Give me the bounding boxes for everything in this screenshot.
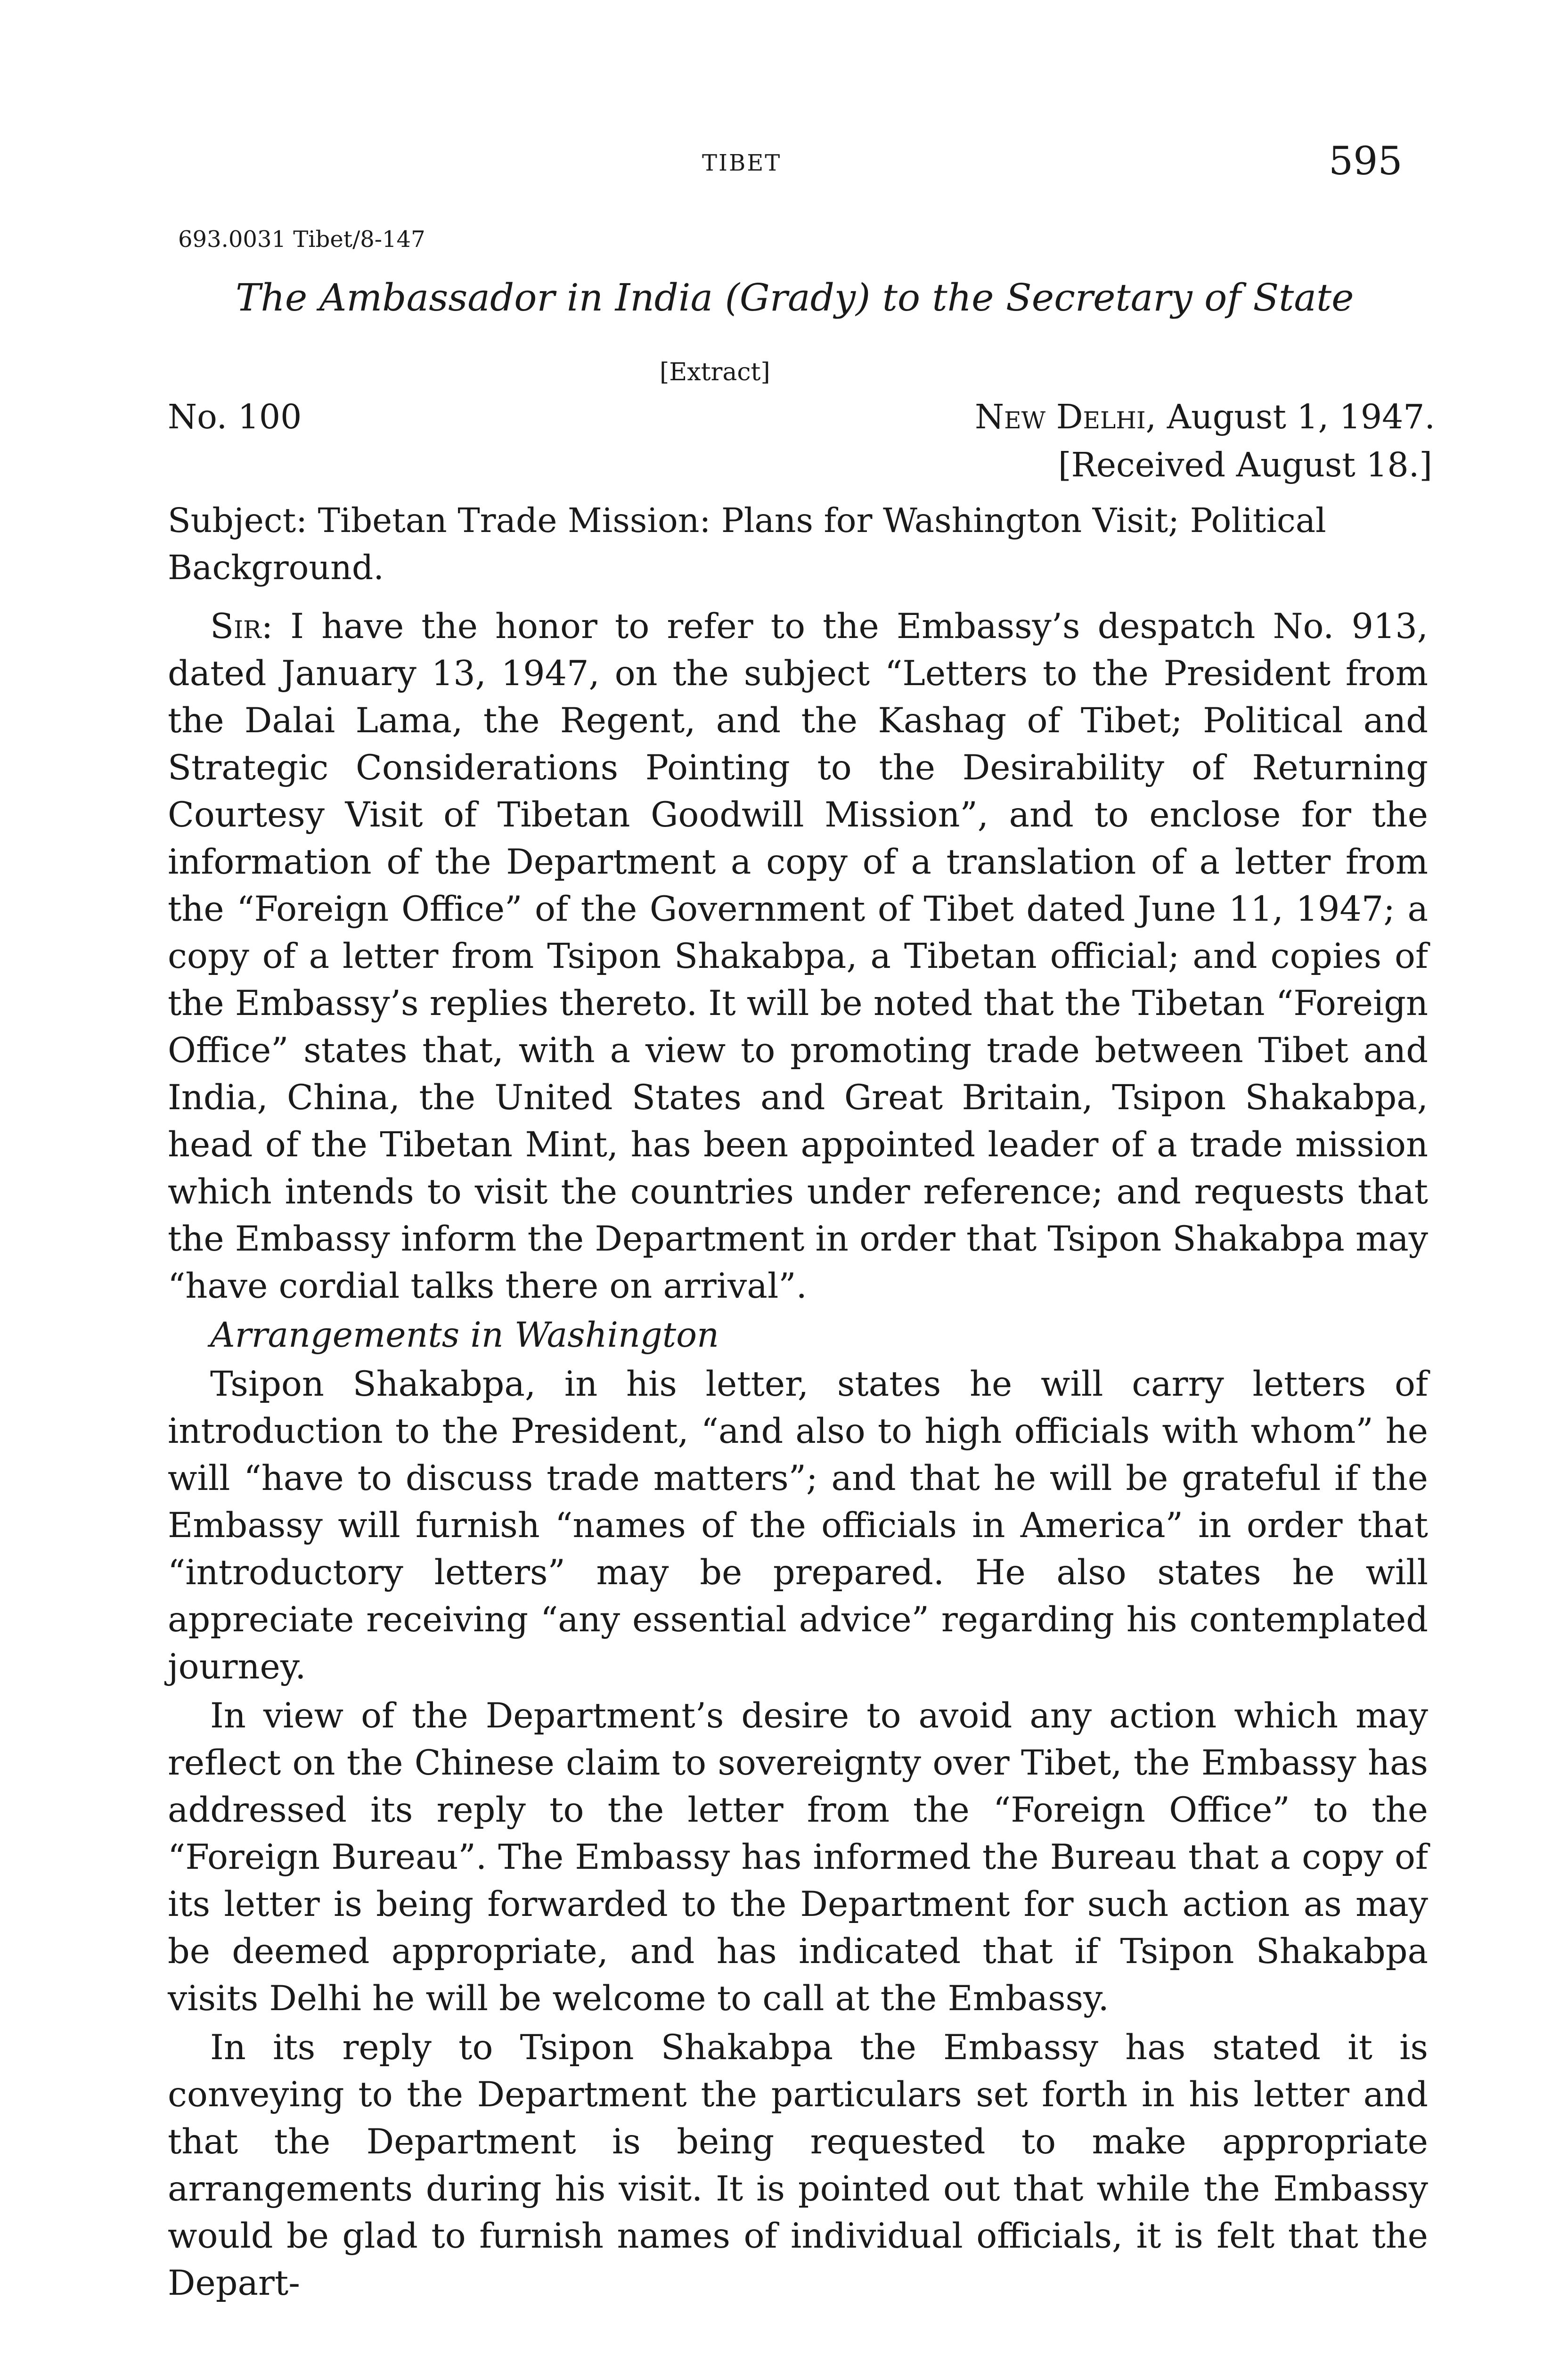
paragraph: In its reply to Tsipon Shakabpa the Embassy has stated it is conveying to the Department the particulars set forth in his letter and that the Department is being requested to make appropriate arrangements during his visit. It is pointed out that while the Embassy would be glad to furnish names of individual officials, it is felt that the Depart- bbox=[168, 2028, 1428, 2303]
running-title: TIBET bbox=[702, 150, 782, 176]
section-heading: Arrangements in Washington bbox=[210, 1315, 719, 1355]
document-title: The Ambassador in India (Grady) to the Secretary of State bbox=[236, 276, 1354, 319]
received-date: [Received August 18.] bbox=[1058, 445, 1432, 484]
page-number: 595 bbox=[1329, 139, 1403, 184]
extract-label: [Extract] bbox=[660, 358, 770, 386]
paragraph: Tsipon Shakabpa, in his letter, states he will carry letters of introduction to the President, “and also to high officials with whom” he will “have to discuss trade matters”; and that he will be grateful if the Embassy will furnish “names of the officials in America” in order that “introductory letters” may be prepared. He also states he will appreciate receiving “any essential advice” regarding his contemplated journey. bbox=[168, 1364, 1428, 1687]
letter-body bbox=[168, 603, 1428, 2309]
subject-line: Subject: Tibetan Trade Mission: Plans for Washington Visit; Political Background. bbox=[168, 501, 1326, 587]
dateline bbox=[975, 397, 1435, 436]
document-number: No. 100 bbox=[168, 397, 302, 436]
paragraph bbox=[168, 603, 1428, 1310]
paragraph: In view of the Department’s desire to avoid any action which may reflect on the Chinese claim to sovereignty over Tibet, the Embassy has addressed its reply to the letter from the “Foreign Office” to the “Foreign Bureau”. The Embassy has informed the Bureau that a copy of its letter is being forwarded to the Department for such action as may be deemed appropriate, and has indicated that if Tsipon Shakabpa visits Delhi he will be welcome to call at the Embassy. bbox=[168, 1696, 1428, 2019]
paragraph-text: : I have the honor to refer to the Embassy’s despatch No. 913, dated January 13, 1947, on the subject “Letters to the President from the Dalai Lama, the Regent, and the Kashag of Tibet; Political and Strategic Considerations Pointing to the Desirability of Returning Courtesy Visit of Tibetan Goodwill Mission”, and to enclose for the information of the Department a copy of a translation of a letter from the “Foreign Office” of the Government of Tibet dated June 11, 1947; a copy of a letter from Tsipon Shakabpa, a Tibetan official; and copies of the Embassy’s replies thereto. It will be noted that the Tibetan “Foreign Office” states that, with a view to promoting trade between Tibet and India, China, the United States and Great Britain, Tsipon Shakabpa, head of the Tibetan Mint, has been appointed leader of a trade mission which intends to visit the countries under reference; and requests that the Embassy inform the Department in order that Tsipon Shakabpa may “have cordial talks there on arrival”. bbox=[168, 606, 1428, 1306]
dateline-date: , August 1, 1947. bbox=[1145, 397, 1435, 436]
file-number: 693.0031 Tibet/8-147 bbox=[178, 226, 425, 253]
salutation: Sir bbox=[210, 606, 261, 646]
dateline-place: New Delhi bbox=[975, 397, 1146, 436]
